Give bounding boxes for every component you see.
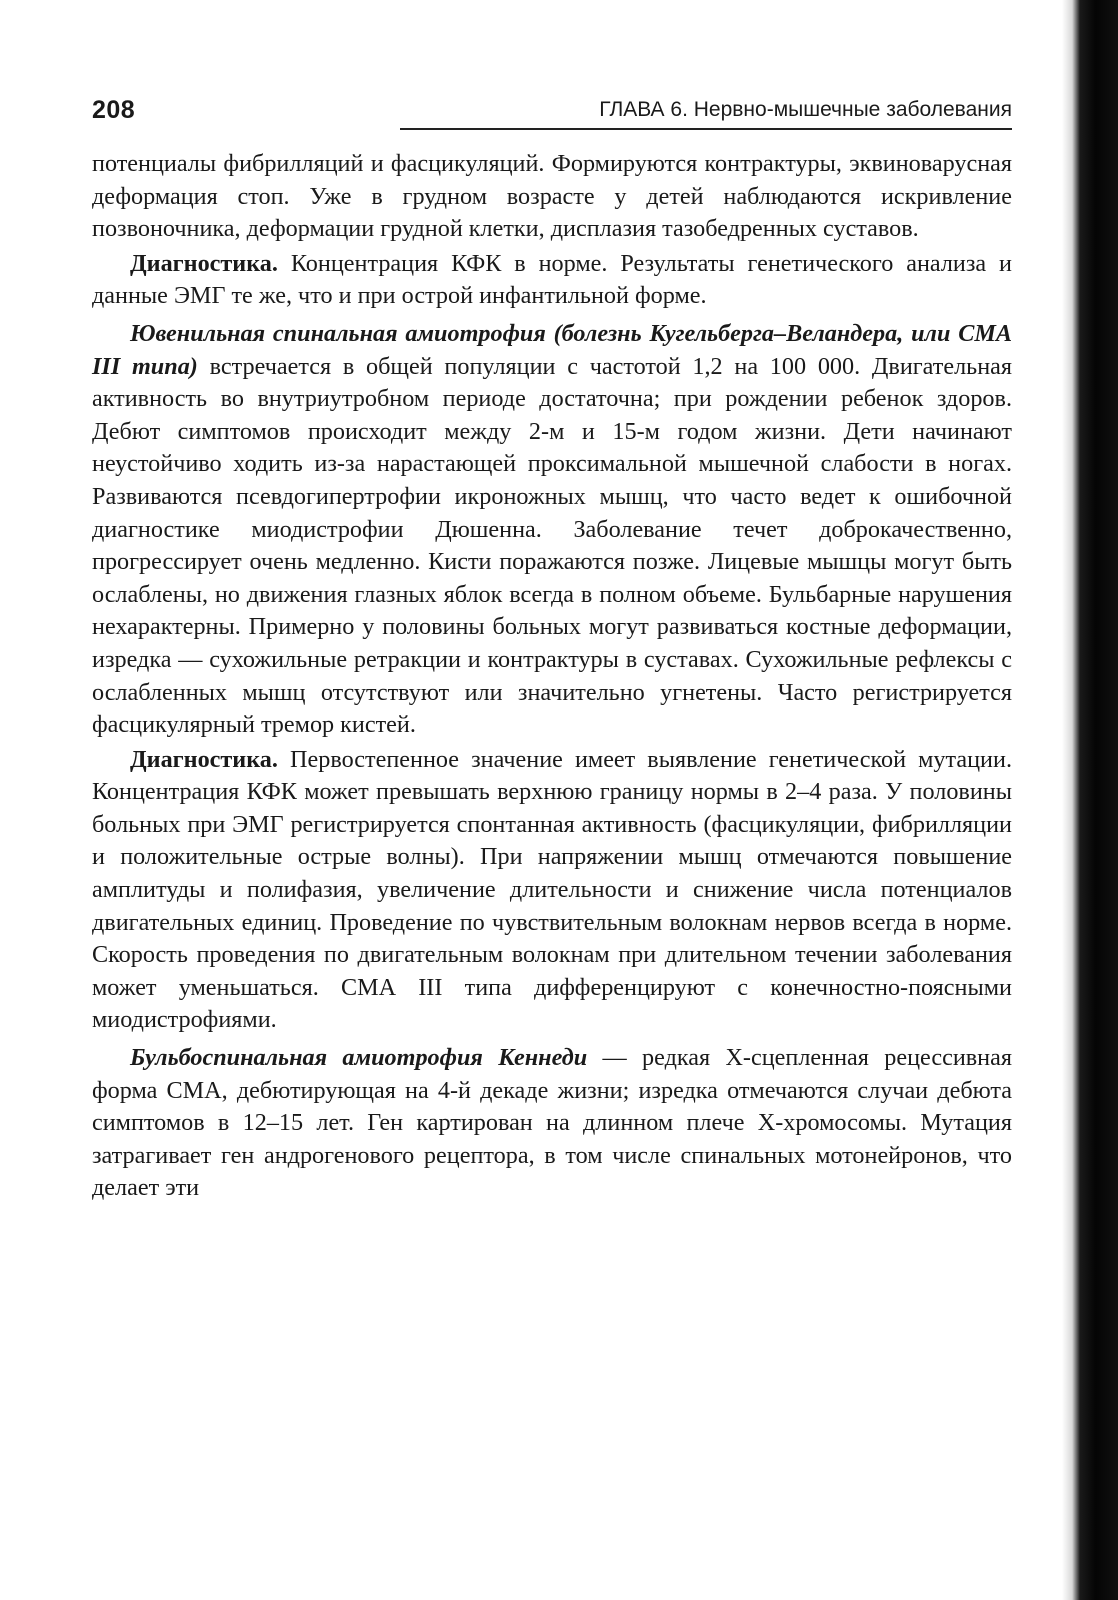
paragraph-text: Первостепенное значение имеет выявление генетической мутации. Концентрация КФК может превышать верхнюю границу нормы в 2–4 раза. У половины больных при ЭМГ регистрируется спонтанная активность (фасцикуляции, фибрилляции и положительные острые волны). При напряжении мышц отмечаются повышение амплитуды и полифазия, увеличение длительности и снижение числа потенциалов двигательных единиц. Проведение по чувствительным волокнам нервов всегда в норме. Скорость проведения по двигательным волокнам при длительном течении заболевания может уменьшаться. СМА III типа дифференцируют с конечностно-поясными миодистрофиями. [92,745,1012,1034]
paragraph-lead: Диагностика. [130,249,278,277]
paragraph-juvenile-sma [92,318,1012,742]
paragraph-lead: Бульбоспинальная амиотрофия Кеннеди [130,1044,588,1072]
paragraph-lead: Диагностика. [130,745,278,773]
page-number: 208 [92,96,136,124]
binding-shadow [1062,0,1118,1600]
header-rule [400,128,1012,130]
paragraph-diagnostics-1 [92,248,1012,313]
body-text [92,148,1012,1205]
paragraph-text: встречается в общей популяции с частотой 1,2 на 100 000. Двигательная активность во внутриутробном периоде достаточна; при рождении ребенок здоров. Дебют симптомов происходит между 2-м и 15-м годом жизни. Дети начинают неустойчиво ходить из-за нарастающей проксимальной мышечной слабости в ногах. Развиваются псевдогипертрофии икроножных мышц, что часто ведет к ошибочной диагностике миодистрофии Дюшенна. Заболевание течет доброкачественно, прогрессирует очень медленно. Кисти поражаются позже. Лицевые мышцы могут быть ослаблены, но движения глазных яблок всегда в полном объеме. Бульбарные нарушения нехарактерны. Примерно у половины больных могут развиваться костные деформации, изредка — сухожильные ретракции и контрактуры в суставах. Сухожильные рефлексы с ослабленных мышц отсутствуют или значительно угнетены. Часто регистрируется фасцикулярный тремор кистей. [92,352,1013,739]
paragraph-lead: Ювенильная спинальная амиотрофия (болезнь Кугельберга–Веландера, или СМА III типа) [92,319,1012,380]
running-head: ГЛАВА 6. Нервно-мышечные заболевания [599,98,1012,121]
paragraph-text: — редкая Х-сцепленная рецессивная форма СМА, дебютирующая на 4-й декаде жизни; изредка отмечаются случаи дебюта симптомов в 12–15 лет. Ген картирован на длинном плече Х-хромосомы. Мутация затрагивает ген андрогенового рецептора, в том числе спинальных мотонейронов, что делает эти [92,1044,1012,1202]
paragraph-kennedy [92,1042,1012,1205]
paragraph-text: потенциалы фибрилляций и фасцикуляций. Формируются контрактуры, эквиноварусная деформация стоп. Уже в грудном возрасте у детей наблюдаются искривление позвоночника, деформации грудной клетки, дисплазия тазобедренных суставов. [92,150,1012,243]
paragraph-diagnostics-2 [92,744,1012,1037]
paragraph-continuation [92,148,1012,246]
paragraph-text: Концентрация КФК в норме. Результаты генетического анализа и данные ЭМГ те же, что и при острой инфантильной форме. [92,249,1012,310]
page-header [92,96,1012,130]
